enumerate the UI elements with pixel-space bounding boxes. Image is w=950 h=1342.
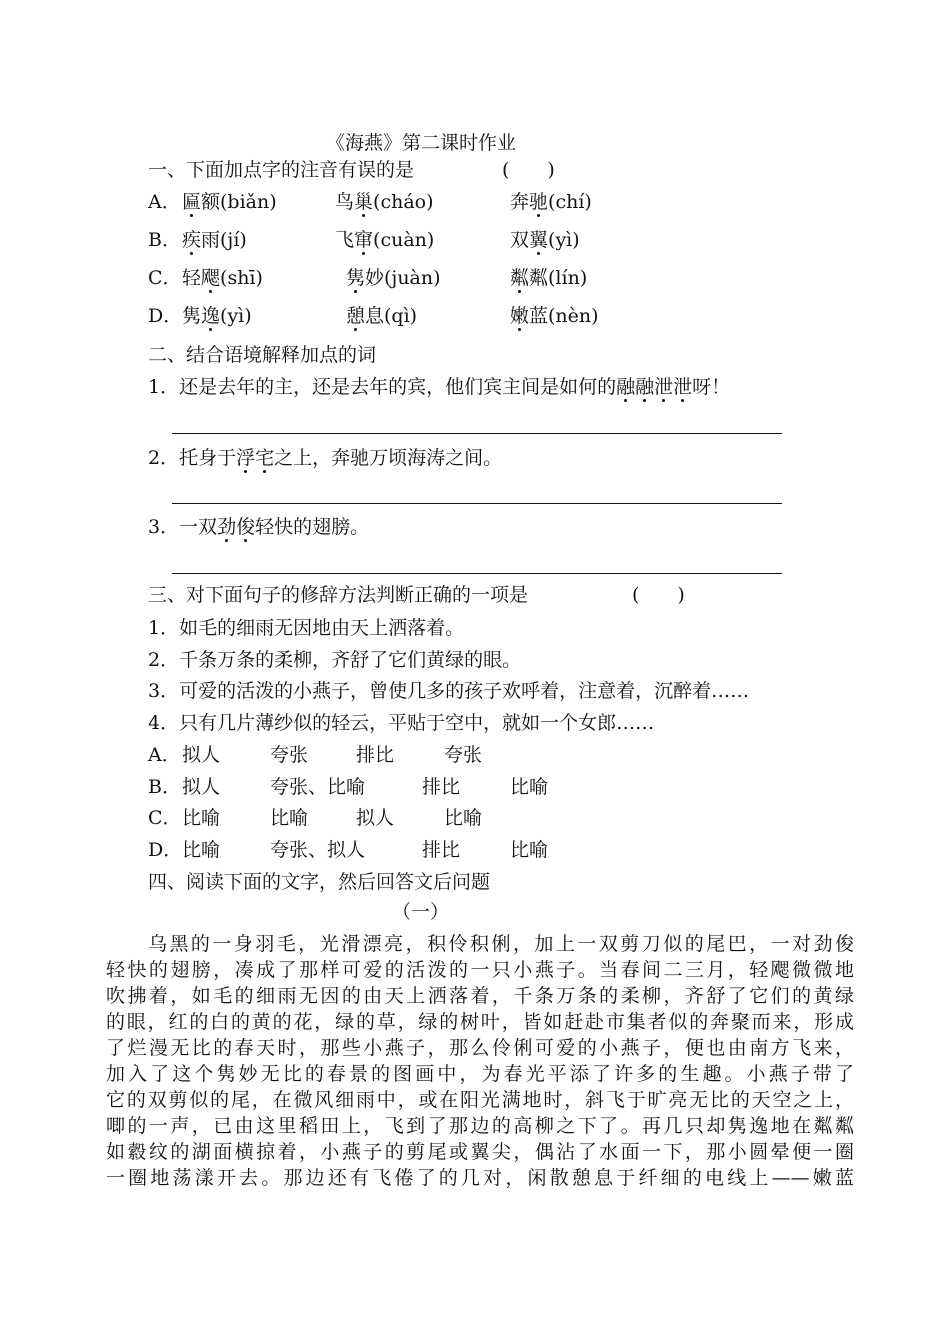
q1-option-label: C． [148, 267, 182, 289]
q3-option-label: A． [148, 744, 181, 766]
dotted-char: 融 [616, 376, 636, 398]
q3-option-label: D． [148, 839, 183, 861]
dotted-char: 巢 [354, 191, 374, 213]
q1-option-item [335, 228, 434, 252]
dotted-char: 嫩 [510, 305, 530, 327]
dotted-word [217, 516, 255, 538]
passage-line: 的眼，红的白的黄的花，绿的草，绿的树叶，皆如赶赴市集者似的奔聚而来，形成 [106, 1011, 854, 1033]
q1-option-item [346, 304, 417, 328]
q1-option-label: B． [148, 229, 181, 251]
item-text: (shī) [220, 267, 263, 289]
item-text: 额(biǎn) [201, 191, 277, 213]
q3-option-label: B． [148, 776, 181, 798]
q3-option-item: 比喻 [182, 839, 221, 861]
q1-option-item [182, 190, 277, 214]
q2-sentence [148, 515, 369, 539]
sentence-text: 3．一双 [148, 516, 218, 538]
dotted-char: 窜 [354, 229, 374, 251]
q3-option-item: 排比 [422, 839, 461, 861]
dotted-char: 劲 [217, 516, 237, 538]
item-text: (yì) [548, 229, 580, 251]
q3-option-item: 排比 [422, 776, 461, 798]
q1-option-item [182, 266, 263, 290]
q1-answer-paren: ( ) [502, 159, 555, 181]
q3-option-item: 夸张 [270, 744, 309, 766]
passage-line: 轻快的翅膀，凑成了那样可爱的活泼的一只小燕子。当春间二三月，轻飔微微地 [106, 959, 854, 981]
q3-option-item: 拟人 [182, 776, 221, 798]
passage-line: 一圈地荡漾开去。那边还有飞倦了的几对，闲散憩息于纤细的电线上——嫩蓝 [106, 1167, 854, 1189]
q3-option-item: 拟人 [182, 744, 221, 766]
section-heading: （一） [392, 901, 450, 923]
item-text: (yì) [220, 305, 252, 327]
q3-option-item: 比喻 [270, 807, 309, 829]
dotted-char: 逸 [201, 305, 221, 327]
dotted-char: 匾 [182, 191, 202, 213]
dotted-char: 宅 [255, 447, 275, 469]
q3-option-item: 比喻 [182, 807, 221, 829]
passage-line: 乌黑的一身羽毛，光滑漂亮，积伶积俐，加上一双剪刀似的尾巴，一对劲俊 [148, 933, 854, 955]
q3-sentence: 3．可爱的活泼的小燕子，曾使几多的孩子欢呼着，注意着，沉醉着…… [148, 680, 750, 702]
item-text: (cuàn) [373, 229, 435, 251]
q3-option-item: 夸张、拟人 [270, 839, 366, 861]
item-text: (chí) [548, 191, 592, 213]
q3-sentence: 2．千条万条的柔柳，齐舒了它们黄绿的眼。 [148, 649, 522, 671]
q3-option-item: 比喻 [510, 776, 549, 798]
q2-sentence [148, 375, 730, 399]
sentence-text: 轻快的翅膀。 [255, 516, 370, 538]
item-text: 粼(lín) [529, 267, 588, 289]
item-text: 鸟 [335, 191, 355, 213]
q1-option-item [335, 190, 434, 214]
q3-sentence: 4．只有几片薄纱似的轻云，平贴于空中，就如一个女郎…… [148, 712, 655, 734]
sentence-text: 呀！ [692, 376, 731, 398]
q1-stem: 一、下面加点字的注音有误的是 [148, 159, 415, 181]
q1-option-item [182, 304, 252, 328]
dotted-char: 俊 [236, 516, 256, 538]
dotted-char: 翼 [529, 229, 549, 251]
q3-option-item: 比喻 [444, 807, 483, 829]
item-text: 双 [510, 229, 530, 251]
q3-option-item: 排比 [356, 744, 395, 766]
q1-option-item [510, 304, 599, 328]
passage-line: 加入了这个隽妙无比的春景的图画中，为春光平添了许多的生趣。小燕子带了 [106, 1063, 854, 1085]
page-title: 《海燕》第二课时作业 [326, 132, 517, 154]
q3-option-item: 夸张、比喻 [270, 776, 366, 798]
item-text: 妙(juàn) [365, 267, 441, 289]
passage-line: 唧的一声，已由这里稻田上，飞到了那边的高柳之下了。再几只却隽逸地在粼粼 [106, 1115, 854, 1137]
dotted-char: 泄 [673, 376, 693, 398]
q2-sentence [148, 446, 502, 470]
dotted-char: 疾 [182, 229, 202, 251]
item-text: (cháo) [373, 191, 434, 213]
answer-line[interactable] [172, 573, 782, 574]
passage-line: 了烂漫无比的春天时，那些小燕子，那么伶俐可爱的小燕子，便也由南方飞来， [106, 1037, 854, 1059]
q3-sentence: 1．如毛的细雨无因地由天上洒落着。 [148, 617, 465, 639]
dotted-char: 飔 [201, 267, 221, 289]
dotted-word [616, 376, 692, 398]
item-text: 奔 [510, 191, 530, 213]
dotted-char: 粼 [510, 267, 530, 289]
dotted-word [236, 447, 274, 469]
q3-option-item: 比喻 [510, 839, 549, 861]
q1-option-item [346, 266, 441, 290]
q4-stem: 四、阅读下面的文字，然后回答文后问题 [148, 871, 491, 893]
q3-answer-paren: ( ) [632, 584, 685, 606]
sentence-text: 1．还是去年的主，还是去年的宾，他们宾主间是如何的 [148, 376, 617, 398]
q1-option-label: D． [148, 305, 183, 327]
q3-option-label: C． [148, 807, 182, 829]
item-text: 蓝(nèn) [529, 305, 599, 327]
item-text: 轻 [182, 267, 202, 289]
q1-option-label: A． [148, 191, 181, 213]
answer-line[interactable] [172, 503, 782, 504]
q1-option-item [510, 228, 580, 252]
dotted-char: 驰 [529, 191, 549, 213]
passage-line: 吹拂着，如毛的细雨无因的由天上洒落着，千条万条的柔柳，齐舒了它们的黄绿 [106, 985, 854, 1007]
answer-line[interactable] [172, 433, 782, 434]
dotted-char: 融 [635, 376, 655, 398]
q2-stem: 二、结合语境解释加点的词 [148, 344, 377, 366]
dotted-char: 憩 [346, 305, 366, 327]
item-text: 雨(jí) [201, 229, 247, 251]
q3-stem: 三、对下面句子的修辞方法判断正确的一项是 [148, 584, 529, 606]
passage-line: 如縠纹的湖面横掠着，小燕子的剪尾或翼尖，偶沾了水面一下，那小圆晕便一圈 [106, 1141, 854, 1163]
item-text: 飞 [335, 229, 355, 251]
item-text: 息(qì) [365, 305, 418, 327]
dotted-char: 浮 [236, 447, 256, 469]
q3-option-item: 拟人 [356, 807, 395, 829]
q1-option-item [510, 266, 587, 290]
q1-option-item [182, 228, 247, 252]
q1-option-item [510, 190, 592, 214]
item-text: 隽 [182, 305, 202, 327]
sentence-text: 2．托身于 [148, 447, 237, 469]
dotted-char: 隽 [346, 267, 366, 289]
passage-line: 它的双剪似的尾，在微风细雨中，或在阳光满地时，斜飞于旷亮无比的天空之上， [106, 1089, 854, 1111]
q3-option-item: 夸张 [444, 744, 483, 766]
dotted-char: 泄 [654, 376, 674, 398]
sentence-text: 之上，奔驰万顷海涛之间。 [274, 447, 503, 469]
